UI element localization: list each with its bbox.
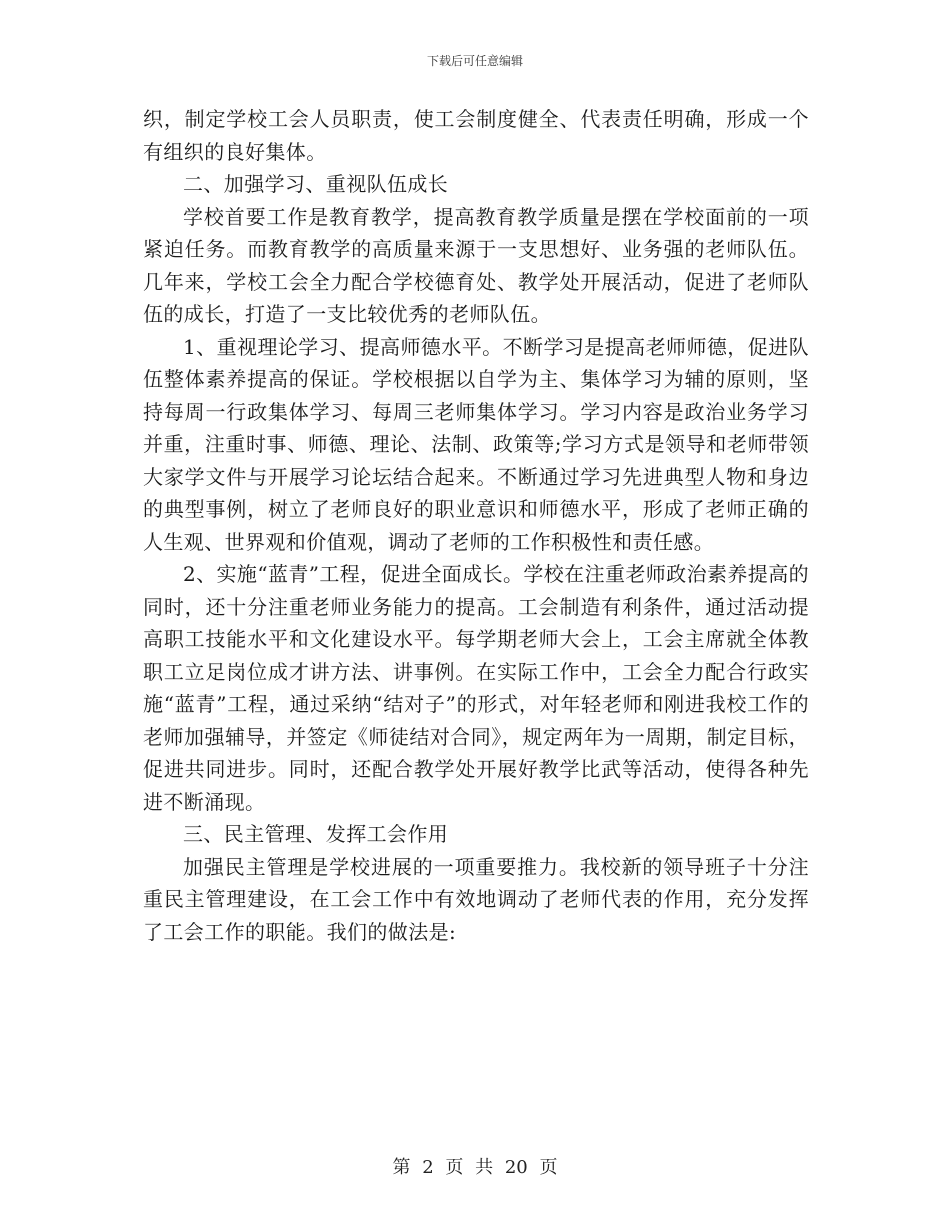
document-body <box>143 103 809 948</box>
paragraph-teaching-priority: 学校首要工作是教育教学，提高教育教学质量是摆在学校面前的一项紧迫任务。而教育教学的高质量来源于一支思想好、业务强的老师队伍。几年来，学校工会全力配合学校德育处、教学处开展活动，促进了老师队伍的成长，打造了一支比较优秀的老师队伍。 <box>143 204 809 326</box>
section-heading-2: 二、加强学习、重视队伍成长 <box>183 172 449 196</box>
page-number: 第 2 页 共 20 页 <box>392 1157 558 1178</box>
paragraph-lanqing-project: 2、实施“蓝青”工程，促进全面成长。学校在注重老师政治素养提高的同时，还十分注重老师业务能力的提高。工会制造有利条件，通过活动提高职工技能水平和文化建设水平。每学期老师大会上，工会主席就全体教职工立足岗位成才讲方法、讲事例。在实际工作中，工会全力配合行政实施“蓝青”工程，通过采纳“结对子”的形式，对年轻老师和刚进我校工作的老师加强辅导，并签定《师徒结对合同》，规定两年为一周期，制定目标，促进共同进步。同时，还配合教学处开展好教学比武等活动，使得各种先进不断涌现。 <box>143 562 809 814</box>
paragraph-theory-study: 1、重视理论学习、提高师德水平。不断学习是提高老师师德，促进队伍整体素养提高的保证。学校根据以自学为主、集体学习为辅的原则，坚持每周一行政集体学习、每周三老师集体学习。学习内容是政治业务学习并重，注重时事、师德、理论、法制、政策等;学习方式是领导和老师带领大家学文件与开展学习论坛结合起来。不断通过学习先进典型人物和身边的典型事例，树立了老师良好的职业意识和师德水平，形成了老师正确的人生观、世界观和价值观，调动了老师的工作积极性和责任感。 <box>143 334 809 554</box>
section-heading-3: 三、民主管理、发挥工会作用 <box>183 822 449 846</box>
paragraph-continuation: 织，制定学校工会人员职责，使工会制度健全、代表责任明确，形成一个有组织的良好集体。 <box>143 107 809 164</box>
paragraph-democratic-management: 加强民主管理是学校进展的一项重要推力。我校新的领导班子十分注重民主管理建设，在工会工作中有效地调动了老师代表的作用，充分发挥了工会工作的职能。我们的做法是: <box>143 854 809 944</box>
page-header: 下载后可任意编辑 <box>426 54 523 68</box>
